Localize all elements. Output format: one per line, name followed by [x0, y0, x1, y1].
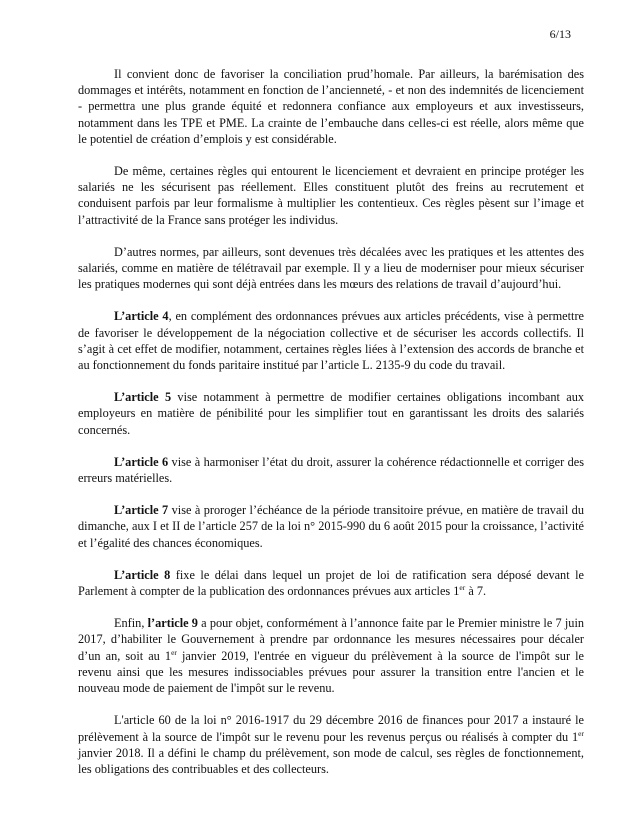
paragraph-2: De même, certaines règles qui entourent le licenciement et devraient en principe protéger les salariés ne les sécurisent pas réellement. Elles constituent plutôt des freins au recrutement et conduisent parfois par leur formalisme à multiplier les contentieux. Ces règles pèsent sur l’image et l’attractivité de la France sans protéger les individus.	[78, 164, 584, 227]
paragraph-article-4	[78, 308, 584, 373]
paragraph-10-text: L'article 60 de la loi n° 2016-1917 du 29 décembre 2016 de finances pour 2017 a instauré le prélèvement à la source de l'impôt sur le revenu pour les revenus perçus ou réalisés à compter du 1	[78, 713, 584, 744]
paragraph-10-text-end: janvier 2018. Il a défini le champ du prélèvement, son mode de calcul, ses règles de fonctionnement, les obligations des contribuables et des collecteurs.	[78, 745, 584, 776]
ordinal-superscript: er	[578, 728, 584, 738]
article-4-label: L’article 4	[114, 309, 169, 324]
article-7-text: vise à proroger l’échéance de la période transitoire prévue, en matière de travail du dimanche, aux I et II de l’article 257 de la loi n° 2015-990 du 6 août 2015 pour la croissance, l’activité et l’égalité des chances économiques.	[78, 503, 584, 550]
document-body	[78, 66, 584, 793]
article-5-label: L’article 5	[114, 390, 172, 405]
article-9-text-end: janvier 2019, l'entrée en vigueur du prélèvement à la source de l'impôt sur le revenu ainsi que les mesures indissociables prévues pour assurer la transition entre l'ancien et le nouveau mode de paiement de l'impôt sur le revenu.	[78, 648, 585, 696]
article-4-text: , en complément des ordonnances prévues aux articles précédents, vise à permettre de favoriser le développement de la négociation collective et de sécuriser les accords collectifs. Il s’agit à cet effet de modifier, notamment, certaines règles liées à l’extension des accords de branche et au fonctionnement du fonds paritaire institué par l’article L. 2135-9 du code du travail.	[78, 309, 584, 373]
article-6-text: vise à harmoniser l’état du droit, assurer la cohérence rédactionnelle et corriger des erreurs matérielles.	[78, 454, 584, 486]
article-7-label: L’article 7	[114, 503, 169, 518]
paragraph-article-9	[78, 615, 584, 696]
ordinal-superscript: er	[171, 647, 177, 657]
paragraph-1: Il convient donc de favoriser la conciliation prud’homale. Par ailleurs, la barémisation des dommages et intérêts, notamment en fonction de l’ancienneté, - et non des indemnités de licenciement - permettra une plus grande équité et redonnera confiance aux employeurs et aux investisseurs, notamment dans les TPE et PME. La crainte de l’embauche dans celles-ci est réelle, alors même que le potentiel de création d’emplois y est considérable.	[78, 67, 584, 146]
article-8-text: fixe le délai dans lequel un projet de loi de ratification sera déposé devant le Parlement à compter de la publication des ordonnances prévues aux articles 1	[78, 567, 584, 599]
ordinal-superscript: er	[459, 583, 466, 593]
article-9-lead: Enfin,	[114, 616, 148, 631]
article-6-label: L’article 6	[114, 454, 169, 469]
page-number: 6/13	[549, 27, 571, 41]
paragraph-article-5	[78, 389, 584, 438]
article-8-text-end: à 7.	[465, 584, 487, 599]
paragraph-article-8	[78, 567, 584, 599]
article-9-text: a pour objet, conformément à l’annonce faite par le Premier ministre le 7 juin 2017, d’habiliter le Gouvernement à prendre par ordonnance les mesures nécessaires pour décaler d’un an, soit au 1	[78, 616, 585, 663]
article-5-text: vise notamment à permettre de modifier certaines obligations incombant aux employeurs en matière de pénibilité pour les simplifier tout en garantissant les droits des salariés concernés.	[78, 390, 584, 437]
paragraph-10	[78, 712, 584, 777]
paragraph-article-7	[78, 502, 584, 551]
article-9-label: l’article 9	[147, 616, 198, 631]
article-8-label: L’article 8	[114, 567, 171, 582]
paragraph-article-6	[78, 454, 584, 486]
paragraph-3: D’autres normes, par ailleurs, sont devenues très décalées avec les pratiques et les attentes des salariés, comme en matière de télétravail par exemple. Il y a lieu de moderniser pour mieux sécuriser les pratiques modernes qui sont déjà entrées dans les mœurs des relations de travail d’aujourd’hui.	[78, 244, 584, 292]
